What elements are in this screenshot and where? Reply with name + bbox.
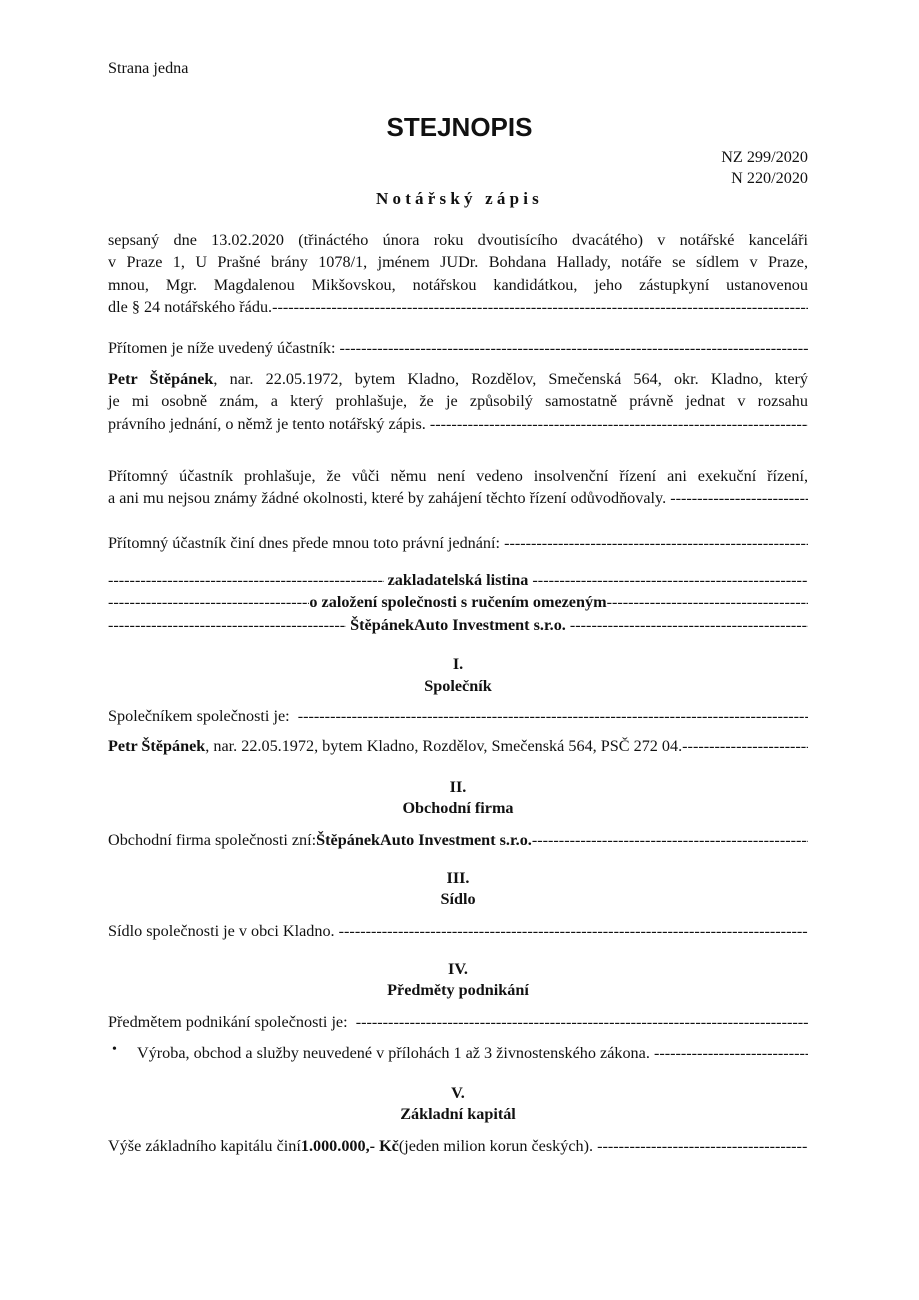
- document-type-heading: Notářský zápis: [376, 189, 543, 208]
- dash-filler: [532, 569, 808, 591]
- firm-name: ŠtěpánekAuto Investment s.r.o.: [316, 831, 532, 849]
- dash-filler: [108, 614, 346, 636]
- present-label: Přítomen je níže uvedený účastník:: [108, 339, 336, 357]
- deed-subtitle: o založení společnosti s ručením omezeným: [309, 593, 607, 612]
- section-1-numeral: I.: [452, 655, 464, 673]
- deed-company: ŠtěpánekAuto Investment s.r.o.: [350, 615, 566, 634]
- participant-line-text: , nar. 22.05.1972, bytem Kladno, Rozdělov, Smečenská 564, okr. Kladno, který: [213, 370, 808, 388]
- deed-line-2: [108, 591, 808, 613]
- participant-name: Petr Štěpánek: [108, 370, 214, 388]
- deed-title: zakladatelská listina: [387, 571, 529, 589]
- dash-filler: [570, 614, 808, 636]
- present-label-line: [108, 337, 808, 359]
- section-3-numeral: III.: [446, 869, 470, 887]
- deed-line-1: [108, 569, 808, 591]
- act-label: Přítomný účastník činí dnes přede mnou toto právní jednání:: [108, 534, 501, 552]
- intro-paragraph: [108, 229, 808, 319]
- declaration-line: Přítomný účastník prohlašuje, že vůči němu není vedeno insolvenční řízení ani exekuční řízení,: [108, 467, 808, 485]
- section-1-heading: Společník: [424, 677, 492, 695]
- dash-filler: [340, 337, 808, 359]
- business-label: Předmětem podnikání společnosti je:: [108, 1013, 348, 1031]
- section-2-numeral: II.: [449, 778, 467, 796]
- document-title: STEJNOPIS: [386, 112, 533, 142]
- shareholder-detail: , nar. 22.05.1972, bytem Kladno, Rozdělov, Smečenská 564, PSČ 272 04.: [205, 737, 683, 755]
- participant-line: [108, 368, 808, 390]
- dash-filler: [108, 569, 384, 591]
- section-1-label-line: [108, 705, 808, 727]
- section-3-text-line: [108, 920, 808, 942]
- capital-text-after: (jeden milion korun českých).: [398, 1137, 594, 1155]
- section-4-label-line: [108, 1011, 808, 1033]
- intro-last-text: dle § 24 notářského řádu.: [108, 298, 273, 317]
- firm-text: Obchodní firma společnosti zní:: [108, 831, 317, 849]
- dash-filler: [339, 920, 808, 942]
- deed-line-3: [108, 614, 808, 636]
- page-label: Strana jedna: [108, 59, 189, 77]
- dash-filler: [597, 1135, 808, 1157]
- dash-filler: [607, 591, 808, 613]
- bullet-marker: •: [112, 1042, 117, 1057]
- dash-filler: [532, 829, 808, 851]
- dash-filler: [670, 487, 808, 509]
- section-1-detail-line: [108, 735, 808, 757]
- section-4-heading: Předměty podnikání: [387, 981, 529, 999]
- reference-nz: NZ 299/2020: [721, 148, 808, 166]
- section-5-numeral: V.: [451, 1084, 465, 1102]
- seat-text: Sídlo společnosti je v obci Kladno.: [108, 922, 335, 940]
- act-line: [108, 532, 808, 554]
- dash-filler: [272, 296, 808, 318]
- business-item: Výroba, obchod a služby neuvedené v přílohách 1 až 3 živnostenského zákona.: [137, 1044, 650, 1062]
- intro-last-line: [108, 296, 808, 318]
- dash-filler: [356, 1011, 808, 1033]
- dash-filler: [298, 705, 808, 727]
- declaration-last-text: a ani mu nejsou známy žádné okolnosti, které by zahájení těchto řízení odůvodňovaly.: [108, 489, 667, 508]
- dash-filler: [682, 735, 808, 757]
- reference-n: N 220/2020: [731, 169, 808, 187]
- declaration-paragraph: [108, 465, 808, 510]
- intro-line: v Praze 1, U Prašné brány 1078/1, jménem JUDr. Bohdana Hallady, notáře se sídlem v Praze,: [108, 253, 808, 272]
- section-1-label: Společníkem společnosti je:: [108, 707, 290, 725]
- section-5-text-line: [108, 1135, 808, 1157]
- section-3-heading: Sídlo: [440, 890, 476, 908]
- dash-filler: [654, 1042, 808, 1064]
- dash-filler: [430, 413, 808, 435]
- capital-text-before: Výše základního kapitálu činí: [108, 1137, 301, 1155]
- section-4-numeral: IV.: [448, 960, 468, 978]
- section-5-heading: Základní kapitál: [400, 1105, 516, 1123]
- section-2-text-line: [108, 829, 808, 851]
- participant-last-line: [108, 413, 808, 435]
- participant-paragraph: [108, 368, 808, 435]
- section-2-heading: Obchodní firma: [402, 799, 514, 817]
- participant-line: je mi osobně znám, a který prohlašuje, že je způsobilý samostatně právně jednat v rozsahu: [108, 392, 808, 411]
- declaration-last-line: [108, 487, 808, 509]
- shareholder-name: Petr Štěpánek: [108, 737, 206, 755]
- capital-amount: 1.000.000,- Kč: [300, 1137, 399, 1155]
- dash-filler: [108, 591, 309, 613]
- intro-line: sepsaný dne 13.02.2020 (třináctého února roku dvoutisícího dvacátého) v notářské kanceláři: [108, 231, 808, 249]
- deed-heading-block: [108, 569, 808, 636]
- participant-last-text: právního jednání, o němž je tento notářský zápis.: [108, 414, 426, 433]
- section-4-item-line: [137, 1042, 808, 1064]
- intro-line: mnou, Mgr. Magdalenou Mikšovskou, notářskou kandidátkou, jeho zástupkyní ustanovenou: [108, 275, 808, 294]
- dash-filler: [504, 532, 808, 554]
